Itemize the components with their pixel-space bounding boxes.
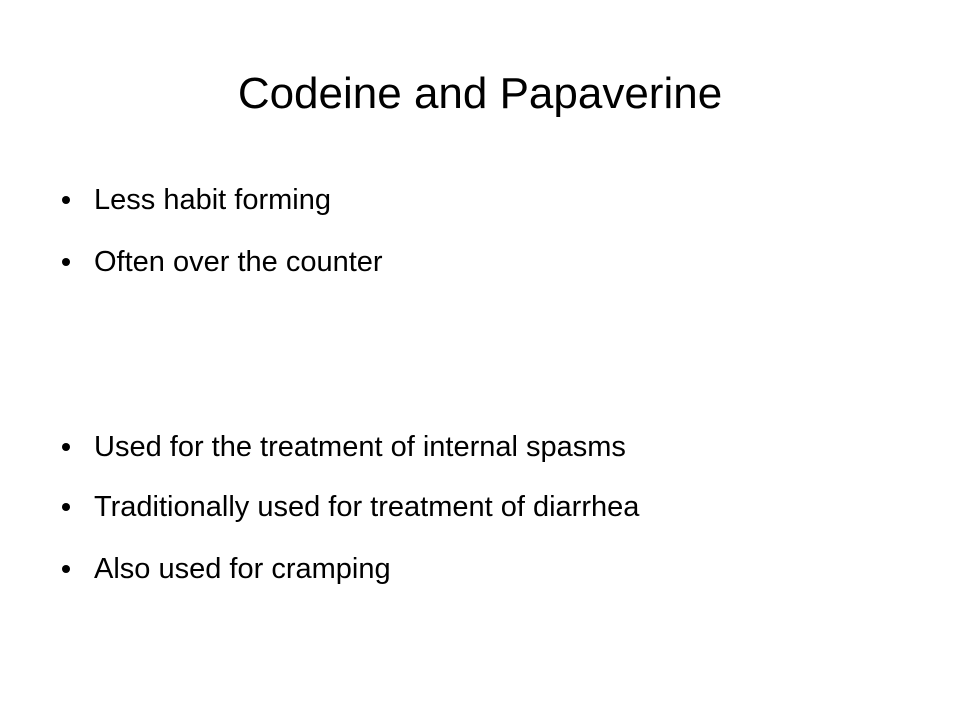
bullet-text: Also used for cramping xyxy=(94,552,391,585)
bullet-icon xyxy=(62,258,70,266)
bullet-item xyxy=(62,427,626,467)
bullet-text: Less habit forming xyxy=(94,183,331,216)
bullet-text: Traditionally used for treatment of diarrhea xyxy=(94,490,640,523)
bullet-item xyxy=(62,487,639,527)
bullet-text: Used for the treatment of internal spasms xyxy=(94,430,626,463)
bullet-icon xyxy=(62,443,70,451)
bullet-item xyxy=(62,549,391,589)
slide-title: Codeine and Papaverine xyxy=(237,69,723,118)
bullet-icon xyxy=(62,196,70,204)
bullet-item xyxy=(62,180,331,220)
bullet-item xyxy=(62,242,383,282)
bullet-icon xyxy=(62,503,70,511)
bullet-text: Often over the counter xyxy=(94,245,383,278)
bullet-icon xyxy=(62,565,70,573)
